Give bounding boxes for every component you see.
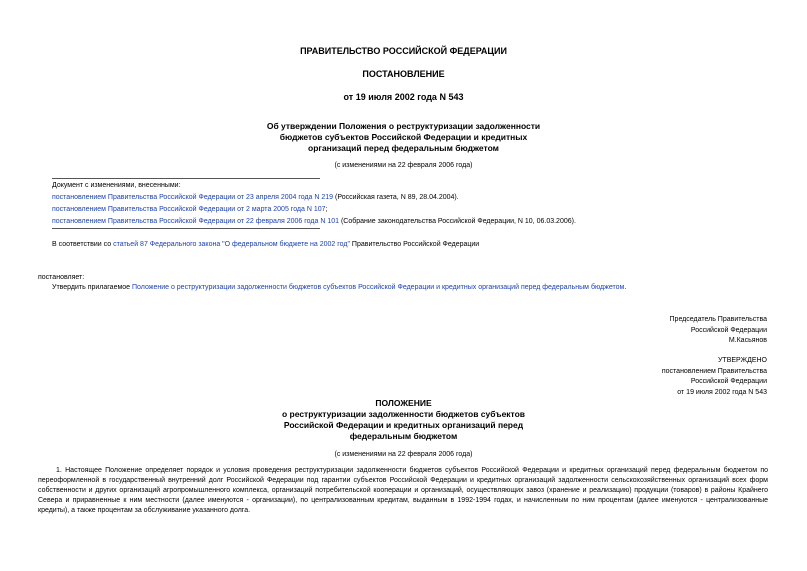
regulation-heading <box>0 398 807 442</box>
title-line: бюджетов субъектов Российской Федерации и кредитных <box>279 132 528 142</box>
approved-line: Российской Федерации <box>690 378 767 385</box>
amendment-source: (Российская газета, N 89, 28.04.2004). <box>333 194 459 201</box>
preamble <box>52 240 772 250</box>
approved-line: УТВЕРЖДЕНО <box>717 357 767 364</box>
approve-text: . <box>624 284 627 291</box>
regulation-paragraph-1: 1. Настоящее Положение определяет порядок и условия проведения реструктуризации задолженности бюджетов субъектов Российской Федерации и кредитных организаций перед федеральным бюджетом по переоформленной в государственный внутренний долг Российской Федерации под гарантии субъектов Российской Федерации и кредитных организаций задолженности сельскохозяйственных организаций всех форм собственности и других организаций агропромышленного комплекса, организаций потребительской кооперации и организаций, осуществляющих завоз (хранение и реализацию) продукции (товаров) в районы Крайнего Севера и приравненные к ним местности (далее именуются - организации), по централизованным кредитам, выданным в 1992-1994 годах, и начисленным по ним процентам (далее именуются - централизованные кредиты), а также процентам за обслуживание указанного долга. <box>38 467 768 514</box>
preamble-text: В соответствии со <box>52 241 114 248</box>
regulation-link[interactable]: Положение о реструктуризации задолженности бюджетов субъектов Российской Федерации и кредитных организаций перед федеральным бюджетом <box>132 284 625 291</box>
document-title <box>0 121 807 154</box>
preamble-text: Правительство Российской Федерации <box>349 241 480 248</box>
date-number: от 19 июля 2002 года N 543 <box>343 92 464 102</box>
amendment-item <box>52 217 772 227</box>
amendment-item <box>52 205 772 215</box>
divider-top <box>52 178 320 179</box>
doc-type-heading: ПОСТАНОВЛЕНИЕ <box>362 69 445 79</box>
signature-line: Председатель Правительства <box>669 316 767 323</box>
amendment-item <box>52 193 772 203</box>
regulation-note: (с изменениями на 22 февраля 2006 года) <box>334 451 473 458</box>
approved-line: от 19 июля 2002 года N 543 <box>677 388 767 396</box>
amendment-link[interactable]: постановлением Правительства Российской Федерации от 22 февраля 2006 года N 101 <box>52 218 339 225</box>
title-line: организаций перед федеральным бюджетом <box>308 143 499 153</box>
approve-paragraph <box>52 283 772 293</box>
approved-line: постановлением Правительства <box>661 367 767 375</box>
amendment-source: ; <box>325 206 328 213</box>
amendment-link[interactable]: постановлением Правительства Российской Федерации от 2 марта 2005 года N 107 <box>52 206 326 213</box>
government-heading: ПРАВИТЕЛЬСТВО РОССИЙСКОЙ ФЕДЕРАЦИИ <box>300 46 507 56</box>
amendments-block <box>52 181 772 227</box>
divider-bottom <box>52 228 320 229</box>
regulation-subtitle-line: Российской Федерации и кредитных организаций перед <box>283 420 524 430</box>
decides-word: постановляет: <box>38 274 85 281</box>
regulation-title: ПОЛОЖЕНИЕ <box>375 398 432 408</box>
signature-block <box>670 315 767 347</box>
regulation-subtitle-line: о реструктуризации задолженности бюджетов субъектов <box>281 409 526 419</box>
signature-line: Российской Федерации <box>690 326 767 334</box>
amendments-intro: Документ с изменениями, внесенными: <box>52 182 181 189</box>
approved-block <box>662 356 767 398</box>
amendment-link[interactable]: постановлением Правительства Российской Федерации от 23 апреля 2004 года N 219 <box>52 194 334 201</box>
signature-line: М.Касьянов <box>728 337 767 344</box>
amendment-source: (Собрание законодательства Российской Федерации, N 10, 06.03.2006). <box>339 218 576 225</box>
law-link[interactable]: статьей 87 Федерального закона "О федеральном бюджете на 2002 год" <box>113 241 350 248</box>
regulation-subtitle-line: федеральным бюджетом <box>349 431 458 441</box>
amendments-note: (с изменениями на 22 февраля 2006 года) <box>334 162 473 169</box>
approve-text: Утвердить прилагаемое <box>52 284 133 291</box>
title-line: Об утверждении Положения о реструктуризации задолженности <box>266 121 541 131</box>
